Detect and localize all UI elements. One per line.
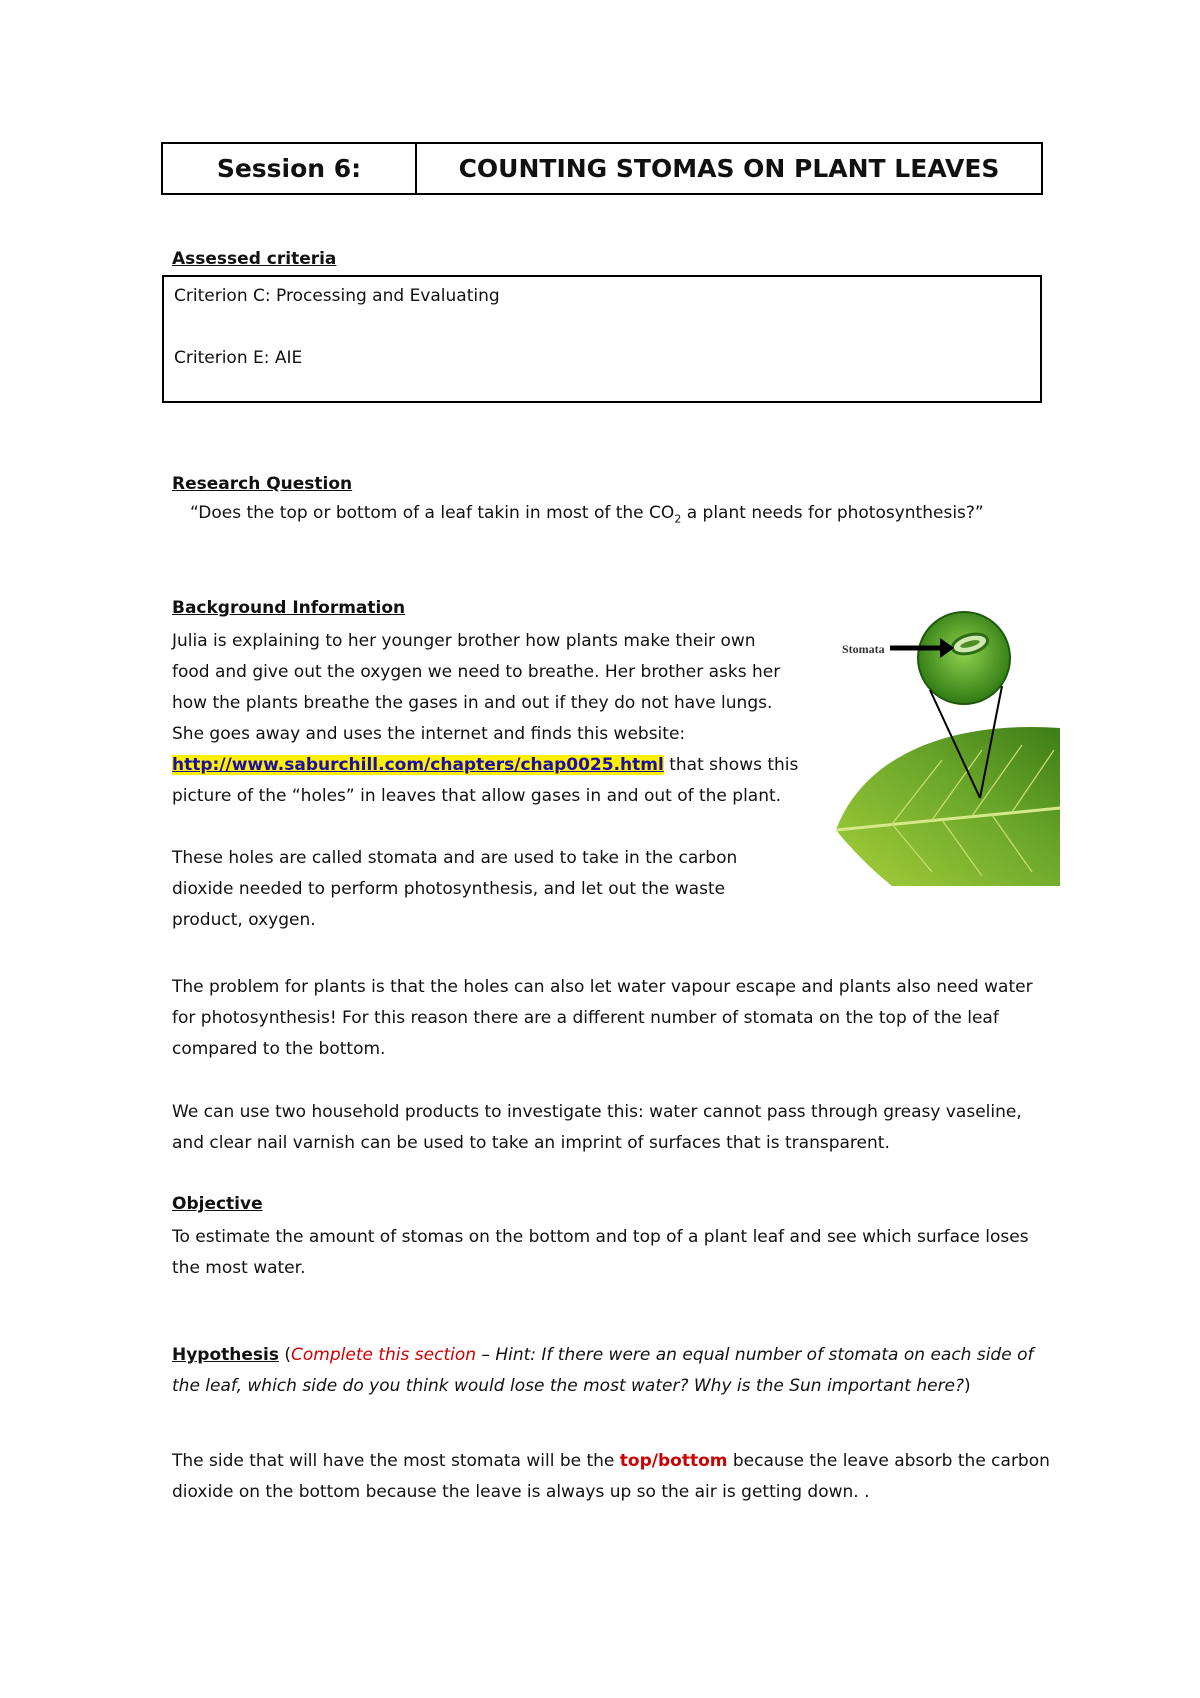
assessed-criteria-heading: Assessed criteria <box>172 249 337 269</box>
background-paragraph-4: We can use two household products to investigate this: water cannot pass through greasy vaseline, and clear nail varnish can be used to take an imprint of surfaces that is transparent. <box>172 1102 1022 1153</box>
hypothesis-instruction <box>172 1340 1052 1402</box>
link-trailing-text: that shows this <box>663 755 799 775</box>
objective-text: To estimate the amount of stomas on the bottom and top of a plant leaf and see which surface loses the most water. <box>172 1227 1029 1278</box>
stoma-zoom-circle <box>918 612 1010 704</box>
research-question-heading: Research Question <box>172 474 353 494</box>
criterion-c: Criterion C: Processing and Evaluating <box>174 286 500 306</box>
criteria-box <box>162 275 1042 403</box>
background-line: picture of the “holes” in leaves that allow gases in and out of the plant. <box>172 786 782 806</box>
session-number: Session 6: <box>163 144 417 193</box>
stomata-leaf-figure <box>832 610 1060 886</box>
background-heading: Background Information <box>172 598 406 618</box>
hypothesis-answer <box>172 1446 1052 1508</box>
session-header-table <box>161 142 1043 195</box>
hint-red: Complete this section <box>291 1345 477 1365</box>
background-paragraph-3: The problem for plants is that the holes can also let water vapour escape and plants also need water for photosynthesis! For this reason there are a different number of stomata on the top of the leaf compared to the bottom. <box>172 977 1033 1059</box>
criterion-e: Criterion E: AIE <box>174 348 303 368</box>
objective-heading: Objective <box>172 1194 263 1214</box>
open-paren: ( <box>278 1345 292 1365</box>
leaf-shape <box>836 727 1060 886</box>
background-line: product, oxygen. <box>172 910 316 930</box>
background-line: how the plants breathe the gases in and out if they do not have lungs. <box>172 693 773 713</box>
stomata-figure-label: Stomata <box>842 642 885 656</box>
background-line: dioxide needed to perform photosynthesis, and let out the waste <box>172 879 726 899</box>
hypothesis-heading: Hypothesis <box>172 1345 279 1365</box>
website-link[interactable]: http://www.saburchill.com/chapters/chap0025.html <box>172 755 664 775</box>
session-title: COUNTING STOMAS ON PLANT LEAVES <box>458 154 1000 183</box>
research-question-text-1: “Does the top or bottom of a leaf takin in most of the CO <box>190 503 675 523</box>
background-line: She goes away and uses the internet and finds this website: <box>172 724 686 744</box>
research-question-text-2: a plant needs for photosynthesis?” <box>681 503 984 523</box>
background-line <box>172 750 822 781</box>
background-line: Julia is explaining to her younger brother how plants make their own <box>172 631 756 651</box>
hint-text: – Hint: If there were an equal number of stomata on each side of the leaf, which side do you think would lose the most water? Why is the Sun important here? <box>172 1345 1034 1396</box>
answer-text-2: because the leave absorb the carbon dioxide on the bottom because the leave is always up so the air is getting down. . <box>172 1451 1050 1502</box>
close-paren: ) <box>964 1376 971 1396</box>
co2-subscript: 2 <box>674 512 682 526</box>
background-paragraph <box>172 626 822 936</box>
background-line: food and give out the oxygen we need to breathe. Her brother asks her <box>172 662 781 682</box>
research-question <box>190 503 984 525</box>
answer-choice: top/bottom <box>619 1451 728 1471</box>
background-line: These holes are called stomata and are used to take in the carbon <box>172 848 738 868</box>
answer-text-1: The side that will have the most stomata will be the <box>172 1451 620 1471</box>
